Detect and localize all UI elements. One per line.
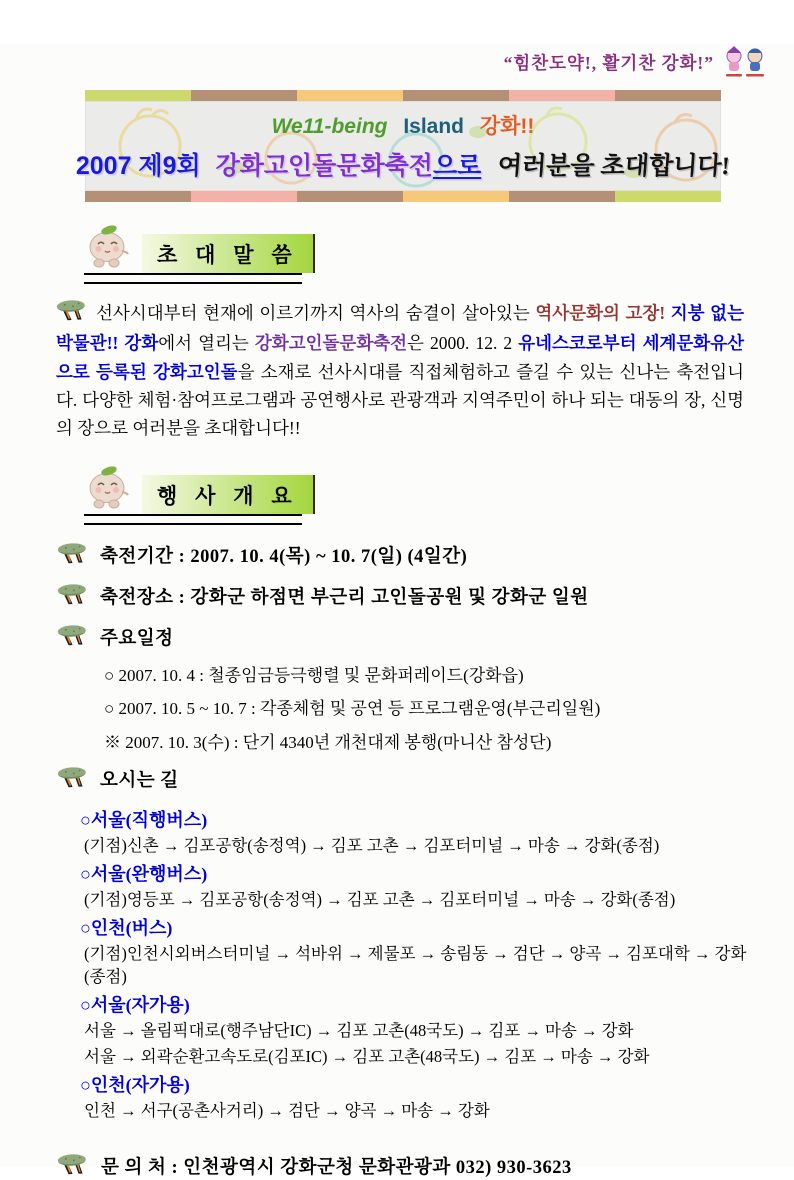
paragraph-segment: 강화고인돌문화축전 — [254, 333, 408, 354]
dolmen-mascot-icon — [84, 222, 130, 273]
direction-group-label: ○인천(자가용) — [80, 1075, 190, 1096]
banner-invite-script-text: 여러분을 초대합니다! — [497, 153, 731, 180]
direction-group-label: ○서울(직행버스) — [80, 809, 208, 830]
paragraph-segment: 선사시대부터 현재에 이르기까지 역사의 숨결이 살아있는 — [96, 303, 536, 323]
banner-line2 — [76, 146, 730, 182]
ganghwa-mascots-icon — [722, 44, 768, 80]
dolmen-bullet-icon — [57, 1152, 87, 1180]
invitation-section-title: 초 대 말 씀 — [142, 234, 315, 273]
banner-ganghwa-text: 강화!! — [479, 115, 535, 138]
direction-group-label: ○서울(완행버스) — [80, 863, 208, 884]
direction-route: (기점)인천시외버스터미널 → 석바위 → 제물포 → 송림동 → 검단 → 양곡 → 김포대학 → 강화(종점) — [84, 943, 747, 986]
paragraph-segment: 지붕 없는 박물관!! 강화 — [56, 303, 744, 354]
paragraph-segment: 유네스코로부터 세계문화유산으로 등록된 강화고인돌 — [56, 333, 745, 382]
banner-eulo-text: 으로 — [432, 152, 482, 180]
directions-list — [80, 806, 754, 1123]
dolmen-mascot-icon — [84, 463, 130, 514]
banner-island-text: Island — [403, 115, 465, 138]
banner-line1 — [272, 110, 535, 140]
direction-route: (기점)신촌 → 김포공항(송정역) → 김포 고촌 → 김포터미널 → 마송 → 강화(종점) — [84, 835, 660, 855]
invitation-paragraph — [56, 298, 744, 443]
directions-heading: 오시는 길 — [100, 770, 179, 791]
overview-subitem: ※ 2007. 10. 3(수) : 단기 4340년 개천대제 봉행(마니산 참성단) — [104, 733, 552, 752]
overview-item-text: 주요일정 — [100, 628, 174, 649]
festival-banner — [75, 90, 731, 202]
document-page — [0, 44, 794, 1179]
overview-section-header — [84, 463, 302, 525]
overview-subitem: ○ 2007. 10. 4 : 철종임금등극행렬 및 문화퍼레이드(강화읍) — [104, 665, 524, 685]
double-rule — [84, 514, 302, 525]
overview-item-text: 축전장소 : 강화군 하점면 부근리 고인돌공원 및 강화군 일원 — [100, 587, 589, 608]
paragraph-segment: 역사문화의 고장! — [535, 303, 671, 323]
overview-item — [57, 582, 794, 610]
direction-route: 인천 → 서구(공촌사거리) → 검단 → 양곡 → 마송 → 강화 — [84, 1101, 490, 1121]
overview-section-title: 행 사 개 요 — [142, 475, 315, 514]
direction-route: 서울 → 올림픽대로(행주남단IC) → 김포 고촌(48국도) → 김포 → 마송 → 강화 — [84, 1021, 634, 1041]
direction-group-label: ○인천(버스) — [80, 917, 173, 938]
paragraph-segment: 에서 열리는 — [158, 333, 255, 354]
double-rule — [84, 273, 302, 284]
invitation-section-header — [84, 222, 302, 284]
direction-route: 서울 → 외곽순환고속도로(김포IC) → 김포 고촌(48국도) → 김포 → 마송 → 강화 — [84, 1047, 650, 1067]
banner-body — [75, 101, 731, 191]
header-slogan-row — [0, 44, 768, 80]
overview-item — [57, 541, 794, 569]
dolmen-bullet-icon — [57, 623, 87, 651]
contact-text: 문 의 처 : 인천광역시 강화군청 문화관광과 032) 930-3623 — [101, 1158, 572, 1179]
overview-list — [57, 541, 794, 756]
slogan-text: “힘찬도약!, 활기찬 강화!” — [503, 52, 714, 73]
overview-item — [57, 623, 794, 651]
overview-item-text: 축전기간 : 2007. 10. 4(목) ~ 10. 7(일) (4일간) — [100, 546, 468, 567]
dolmen-bullet-icon — [57, 765, 87, 793]
banner-bottom-stripe — [85, 191, 721, 202]
dolmen-bullet-icon — [56, 298, 86, 329]
direction-route: (기점)영등포 → 김포공항(송정역) → 김포 고촌 → 김포터미널 → 마송 → 강화(종점) — [84, 889, 676, 909]
dolmen-bullet-icon — [57, 541, 87, 569]
dolmen-bullet-icon — [57, 582, 87, 610]
contact-row — [57, 1152, 794, 1180]
banner-wellbeing-text: We11-being — [271, 115, 388, 138]
paragraph-segment: 은 2000. 12. 2 — [407, 333, 519, 354]
paragraph-segment: 을 소재로 선사시대를 직접체험하고 즐길 수 있는 신나는 축전입니다. 다양한 체험·참여프로그램과 공연행사로 관광객과 지역주민이 하나 되는 대동의 장, 신명의 장으로 여러분을 초대합니다!! — [56, 361, 744, 439]
banner-top-stripe — [85, 90, 721, 101]
banner-year-text: 2007 제9회 — [75, 152, 201, 180]
overview-subitem: ○ 2007. 10. 5 ~ 10. 7 : 각종체험 및 공연 등 프로그램운영(부근리일원) — [104, 699, 601, 719]
banner-festival-name-text: 강화고인돌문화축전 — [215, 152, 433, 180]
directions-heading-row — [57, 765, 794, 793]
direction-group-label: ○서울(자가용) — [80, 995, 190, 1016]
